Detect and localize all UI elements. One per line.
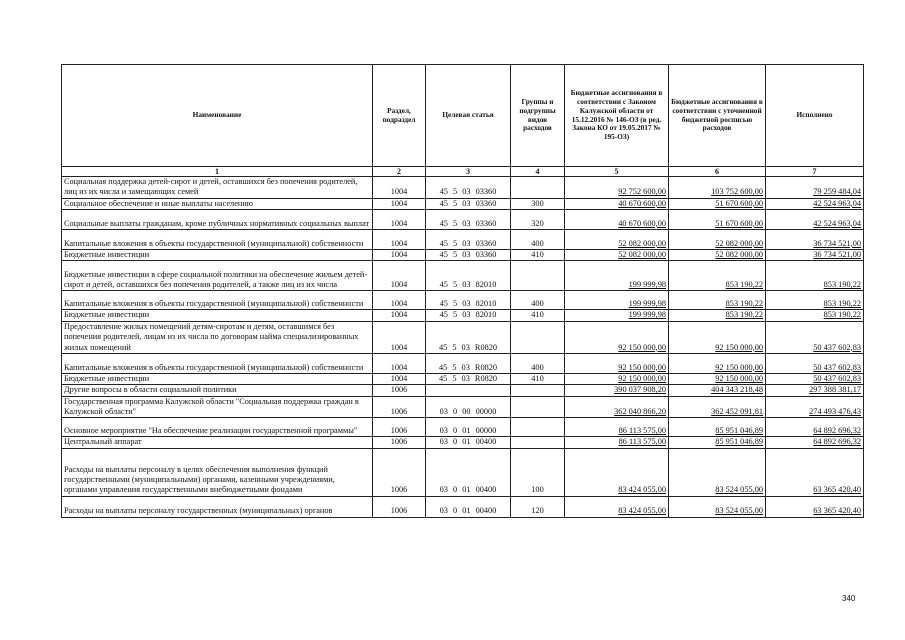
amount-value: 83 524 055,00	[715, 506, 763, 516]
amount-value: 199 999,98	[628, 299, 666, 309]
row-name: Бюджетные инвестиции	[62, 250, 373, 261]
amount-value: 42 524 963,04	[813, 218, 861, 228]
row-group: 410	[511, 250, 565, 261]
row-celevaya: 45 5 03 03360	[426, 177, 511, 199]
column-number-row	[62, 167, 864, 177]
row-ispolneno	[766, 418, 864, 437]
row-budget-law	[565, 418, 669, 437]
amount-value: 92 150 000,00	[715, 362, 763, 372]
row-budget-rospis	[669, 291, 766, 310]
row-celevaya: 45 5 03 R0820	[426, 321, 511, 353]
row-budget-rospis	[669, 418, 766, 437]
amount-value: 92 150 000,00	[618, 373, 666, 383]
amount-value: 85 951 046,89	[715, 425, 763, 435]
row-budget-law	[565, 321, 669, 353]
header-gruppy: Группы и подгруппы видов расходов	[511, 65, 565, 167]
amount-value: 92 752 600,00	[618, 187, 666, 197]
row-celevaya: 45 5 03 R0820	[426, 373, 511, 384]
budget-table	[61, 64, 864, 518]
amount-value: 63 365 420,40	[813, 485, 861, 495]
amount-value: 390 037 908,20	[614, 385, 666, 395]
row-name: Бюджетные инвестиции в сфере социальной политики на обеспечение жильем детей-сирот и детей, оставшихся без попечения родителей, а также лиц из их числа	[62, 261, 373, 291]
row-ispolneno	[766, 373, 864, 384]
table-row	[62, 496, 864, 517]
table-row	[62, 177, 864, 199]
row-name: Бюджетные инвестиции	[62, 373, 373, 384]
amount-value: 92 150 000,00	[618, 342, 666, 352]
row-name: Расходы на выплаты персоналу в целях обеспечения выполнения функций государственными (муниципальными) органами, казенными учреждениями, органами управления государственными внебюджетными фондами	[62, 448, 373, 496]
row-name: Другие вопросы в области социальной политики	[62, 385, 373, 396]
row-budget-law	[565, 448, 669, 496]
amount-value: 199 999,98	[628, 280, 666, 290]
amount-value: 853 190,22	[725, 280, 763, 290]
amount-value: 362 452 091,81	[711, 406, 763, 416]
amount-value: 92 150 000,00	[618, 362, 666, 372]
amount-value: 853 190,22	[725, 299, 763, 309]
row-celevaya: 45 5 03 03360	[426, 198, 511, 209]
row-budget-rospis	[669, 230, 766, 250]
row-razdel: 1006	[373, 496, 426, 517]
row-celevaya: 03 0 01 00400	[426, 448, 511, 496]
row-group: 400	[511, 230, 565, 250]
table-row	[62, 198, 864, 209]
row-celevaya: 45 5 03 03360	[426, 210, 511, 230]
row-group: 410	[511, 373, 565, 384]
row-razdel: 1006	[373, 385, 426, 396]
table-row	[62, 396, 864, 418]
header-budget-rospis: Бюджетные ассигнования в соответствии с уточненной бюджетной росписью расходов	[669, 65, 766, 167]
row-ispolneno	[766, 353, 864, 373]
table-row	[62, 250, 864, 261]
row-budget-rospis	[669, 250, 766, 261]
row-budget-rospis	[669, 198, 766, 209]
row-celevaya: 45 5 03 03360	[426, 230, 511, 250]
row-group: 320	[511, 210, 565, 230]
row-budget-rospis	[669, 496, 766, 517]
row-budget-law	[565, 230, 669, 250]
row-budget-law	[565, 198, 669, 209]
row-budget-law	[565, 310, 669, 321]
row-name: Бюджетные инвестиции	[62, 310, 373, 321]
table-row	[62, 373, 864, 384]
column-number: 4	[511, 167, 565, 177]
amount-value: 42 524 963,04	[813, 198, 861, 208]
row-ispolneno	[766, 448, 864, 496]
row-name: Социальное обеспечение и иные выплаты населению	[62, 198, 373, 209]
amount-value: 50 437 602,83	[813, 373, 861, 383]
table-row	[62, 321, 864, 353]
amount-value: 52 082 000,00	[715, 250, 763, 260]
row-group: 100	[511, 448, 565, 496]
amount-value: 36 734 521,00	[813, 238, 861, 248]
header-budget-law: Бюджетные ассигнования в соответствии с Законом Калужской области от 15.12.2016 № 146-ОЗ (в ред. Закона КО от 19.05.2017 № 195-ОЗ)	[565, 65, 669, 167]
amount-value: 92 150 000,00	[715, 342, 763, 352]
row-group: 410	[511, 310, 565, 321]
row-name: Социальная поддержка детей-сирот и детей, оставшихся без попечения родителей, лиц из их числа и замещающих семей	[62, 177, 373, 199]
column-number: 1	[62, 167, 373, 177]
table-row	[62, 291, 864, 310]
row-razdel: 1004	[373, 198, 426, 209]
row-ispolneno	[766, 437, 864, 448]
row-name: Социальные выплаты гражданам, кроме публичных нормативных социальных выплат	[62, 210, 373, 230]
row-budget-law	[565, 261, 669, 291]
amount-value: 362 040 866,20	[614, 406, 666, 416]
row-ispolneno	[766, 230, 864, 250]
row-budget-law	[565, 496, 669, 517]
table-row	[62, 353, 864, 373]
row-razdel: 1004	[373, 321, 426, 353]
row-budget-rospis	[669, 321, 766, 353]
amount-value: 86 113 575,00	[618, 425, 666, 435]
amount-value: 297 388 381,17	[809, 385, 861, 395]
amount-value: 50 437 602,83	[813, 362, 861, 372]
header-name: Наименование	[62, 65, 373, 167]
table-row	[62, 385, 864, 396]
row-name: Центральный аппарат	[62, 437, 373, 448]
amount-value: 63 365 420,40	[813, 506, 861, 516]
row-budget-rospis	[669, 373, 766, 384]
header-ispolneno: Исполнено	[766, 65, 864, 167]
table-row	[62, 261, 864, 291]
header-celevaya: Целевая статья	[426, 65, 511, 167]
row-ispolneno	[766, 396, 864, 418]
table-row	[62, 437, 864, 448]
row-name: Капитальные вложения в объекты государственной (муниципальной) собственности	[62, 291, 373, 310]
amount-value: 40 670 600,00	[618, 218, 666, 228]
row-ispolneno	[766, 177, 864, 199]
row-celevaya: 45 5 03 03360	[426, 250, 511, 261]
row-ispolneno	[766, 250, 864, 261]
row-budget-rospis	[669, 353, 766, 373]
row-budget-law	[565, 177, 669, 199]
row-razdel: 1004	[373, 353, 426, 373]
amount-value: 64 892 696,32	[813, 425, 861, 435]
table-row	[62, 210, 864, 230]
column-number: 2	[373, 167, 426, 177]
row-group	[511, 321, 565, 353]
row-budget-rospis	[669, 261, 766, 291]
amount-value: 103 752 600,00	[711, 187, 763, 197]
row-budget-law	[565, 291, 669, 310]
row-budget-law	[565, 437, 669, 448]
amount-value: 92 150 000,00	[715, 373, 763, 383]
amount-value: 853 190,22	[823, 299, 861, 309]
row-group	[511, 396, 565, 418]
amount-value: 51 670 600,00	[715, 218, 763, 228]
row-razdel: 1004	[373, 310, 426, 321]
row-group	[511, 177, 565, 199]
column-number: 7	[766, 167, 864, 177]
row-celevaya: 45 5 03 82010	[426, 261, 511, 291]
row-budget-law	[565, 385, 669, 396]
row-budget-law	[565, 396, 669, 418]
row-budget-rospis	[669, 396, 766, 418]
amount-value: 274 493 476,43	[809, 406, 861, 416]
row-group	[511, 385, 565, 396]
row-razdel: 1006	[373, 437, 426, 448]
row-budget-rospis	[669, 448, 766, 496]
amount-value: 199 999,98	[628, 310, 666, 320]
row-celevaya: 03 0 01 00000	[426, 418, 511, 437]
column-number: 5	[565, 167, 669, 177]
row-ispolneno	[766, 261, 864, 291]
row-budget-rospis	[669, 310, 766, 321]
row-celevaya: 03 0 00 00000	[426, 396, 511, 418]
amount-value: 40 670 600,00	[618, 198, 666, 208]
row-name: Расходы на выплаты персоналу государственных (муниципальных) органов	[62, 496, 373, 517]
row-razdel: 1006	[373, 396, 426, 418]
row-razdel: 1004	[373, 261, 426, 291]
amount-value: 64 892 696,32	[813, 437, 861, 447]
row-celevaya: 45 5 03 R0820	[426, 353, 511, 373]
amount-value: 79 259 484,04	[813, 187, 861, 197]
amount-value: 52 082 000,00	[618, 238, 666, 248]
row-razdel: 1006	[373, 448, 426, 496]
row-budget-rospis	[669, 385, 766, 396]
column-number: 6	[669, 167, 766, 177]
header-razdel: Раздел, подраздел	[373, 65, 426, 167]
row-celevaya: 45 5 03 82010	[426, 291, 511, 310]
row-razdel: 1004	[373, 210, 426, 230]
row-celevaya: 03 0 01 00400	[426, 437, 511, 448]
row-group: 300	[511, 198, 565, 209]
row-ispolneno	[766, 291, 864, 310]
row-razdel: 1004	[373, 373, 426, 384]
column-number: 3	[426, 167, 511, 177]
row-budget-rospis	[669, 437, 766, 448]
row-celevaya: 03 0 01 00400	[426, 496, 511, 517]
amount-value: 86 113 575,00	[618, 437, 666, 447]
row-razdel: 1006	[373, 418, 426, 437]
amount-value: 52 082 000,00	[715, 238, 763, 248]
row-ispolneno	[766, 321, 864, 353]
row-budget-law	[565, 210, 669, 230]
amount-value: 83 424 055,00	[618, 485, 666, 495]
row-razdel: 1004	[373, 250, 426, 261]
amount-value: 83 524 055,00	[715, 485, 763, 495]
row-ispolneno	[766, 310, 864, 321]
row-group	[511, 437, 565, 448]
row-ispolneno	[766, 210, 864, 230]
amount-value: 51 670 600,00	[715, 198, 763, 208]
row-group	[511, 261, 565, 291]
row-group	[511, 418, 565, 437]
row-name: Капитальные вложения в объекты государственной (муниципальной) собственности	[62, 353, 373, 373]
page-number: 340	[842, 594, 856, 603]
row-ispolneno	[766, 496, 864, 517]
amount-value: 36 734 521,00	[813, 250, 861, 260]
table-row	[62, 310, 864, 321]
row-budget-law	[565, 373, 669, 384]
amount-value: 404 343 218,48	[711, 385, 763, 395]
row-razdel: 1004	[373, 230, 426, 250]
amount-value: 853 190,22	[823, 310, 861, 320]
table-row	[62, 448, 864, 496]
row-ispolneno	[766, 385, 864, 396]
header-row	[62, 65, 864, 167]
amount-value: 52 082 000,00	[618, 250, 666, 260]
row-budget-law	[565, 353, 669, 373]
table-row	[62, 230, 864, 250]
row-name: Капитальные вложения в объекты государственной (муниципальной) собственности	[62, 230, 373, 250]
amount-value: 83 424 055,00	[618, 506, 666, 516]
row-celevaya: 45 5 03 82010	[426, 310, 511, 321]
row-group: 400	[511, 353, 565, 373]
row-ispolneno	[766, 198, 864, 209]
amount-value: 85 951 046,89	[715, 437, 763, 447]
row-budget-law	[565, 250, 669, 261]
row-name: Государственная программа Калужской области "Социальная поддержка граждан в Калужской области"	[62, 396, 373, 418]
row-group: 120	[511, 496, 565, 517]
row-budget-rospis	[669, 210, 766, 230]
row-razdel: 1004	[373, 291, 426, 310]
row-name: Основное мероприятие "На обеспечение реализации государственной программы"	[62, 418, 373, 437]
row-celevaya	[426, 385, 511, 396]
row-razdel: 1004	[373, 177, 426, 199]
amount-value: 50 437 602,83	[813, 342, 861, 352]
row-group: 400	[511, 291, 565, 310]
row-name: Предоставление жилых помещений детям-сиротам и детям, оставшимся без попечения родителей, лицам из их числа по договорам найма специализированных жилых помещений	[62, 321, 373, 353]
amount-value: 853 190,22	[725, 310, 763, 320]
amount-value: 853 190,22	[823, 280, 861, 290]
row-budget-rospis	[669, 177, 766, 199]
table-row	[62, 418, 864, 437]
